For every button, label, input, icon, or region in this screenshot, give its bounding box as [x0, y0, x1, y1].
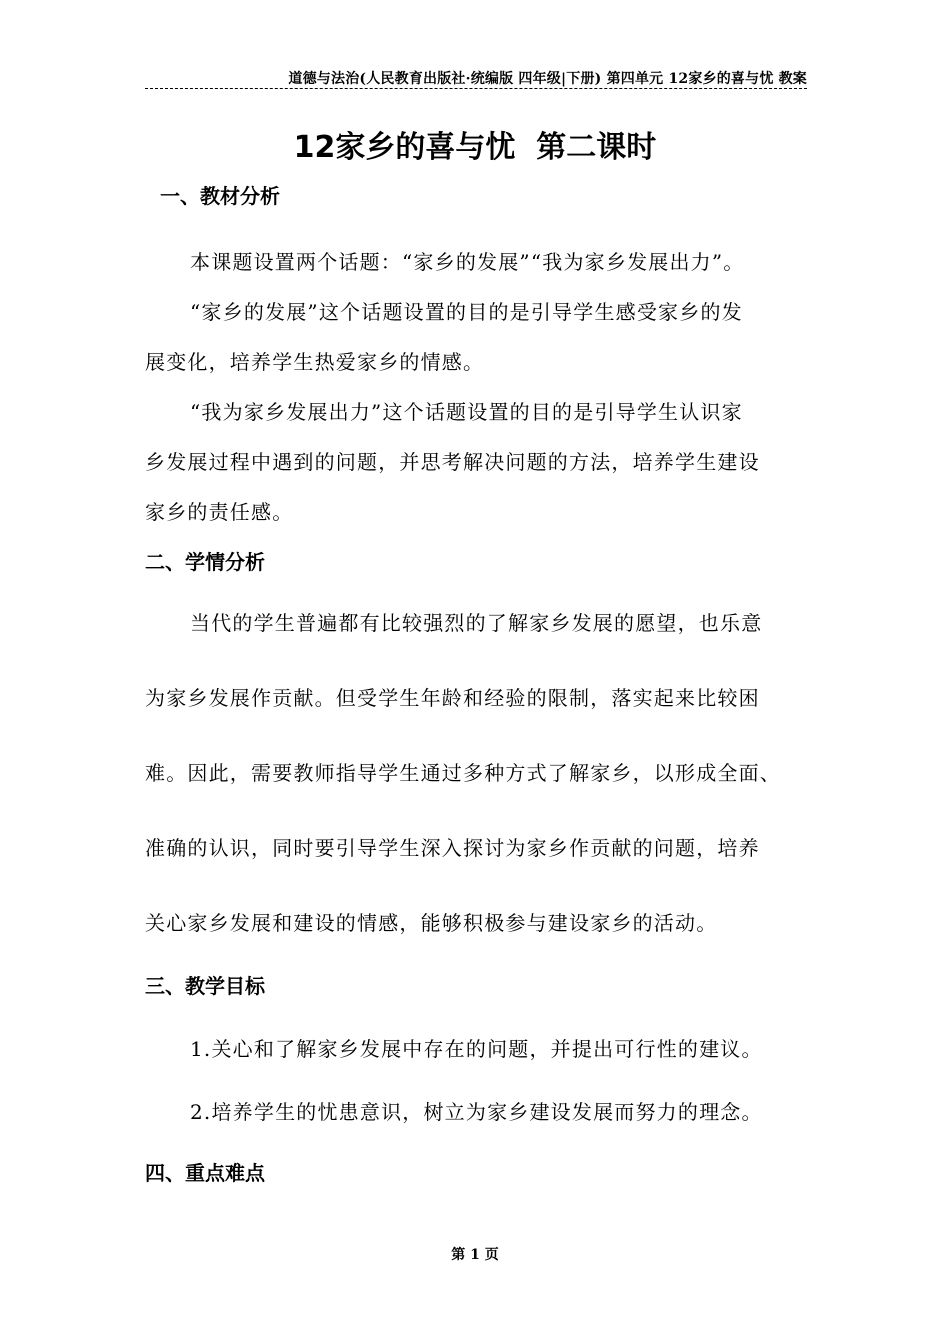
paragraph-line: “家乡的发展”这个话题设置的目的是引导学生感受家乡的发: [190, 300, 743, 324]
section-heading-key-points: 四、重点难点: [145, 1161, 265, 1185]
paragraph-line: 关心家乡发展和建设的情感，能够积极参与建设家乡的活动。: [145, 911, 718, 935]
paragraph-line: 准确的认识，同时要引导学生深入探讨为家乡作贡献的问题，培养: [145, 836, 760, 860]
header-divider: [145, 88, 807, 89]
paragraph-line: 当代的学生普遍都有比较强烈的了解家乡发展的愿望，也乐意: [190, 611, 763, 635]
paragraph-line: 家乡的责任感。: [145, 500, 294, 524]
running-header: 道德与法治(人民教育出版社·统编版 四年级|下册) 第四单元 12家乡的喜与忧 教案: [288, 71, 807, 87]
section-heading-student-analysis: 二、学情分析: [145, 550, 265, 574]
paragraph-line: 乡发展过程中遇到的问题，并思考解决问题的方法，培养学生建设: [145, 450, 760, 474]
paragraph-line: 难。因此，需要教师指导学生通过多种方式了解家乡，以形成全面、: [145, 761, 781, 785]
goal-item: 1.关心和了解家乡发展中存在的问题，并提出可行性的建议。: [190, 1037, 763, 1061]
goal-item: 2.培养学生的忧患意识，树立为家乡建设发展而努力的理念。: [190, 1100, 763, 1124]
paragraph-line: 本课题设置两个话题：“家乡的发展”“我为家乡发展出力”。: [190, 250, 745, 274]
paragraph-line: 展变化，培养学生热爱家乡的情感。: [145, 350, 485, 374]
page-number: 第 1 页: [451, 1247, 499, 1263]
paragraph-line: 为家乡发展作贡献。但受学生年龄和经验的限制，落实起来比较困: [145, 686, 760, 710]
section-heading-textbook-analysis: 一、教材分析: [160, 184, 280, 208]
page-title: 12家乡的喜与忧 第二课时: [293, 130, 657, 165]
paragraph-line: “我为家乡发展出力”这个话题设置的目的是引导学生认识家: [190, 400, 743, 424]
section-heading-teaching-goals: 三、教学目标: [145, 974, 265, 998]
